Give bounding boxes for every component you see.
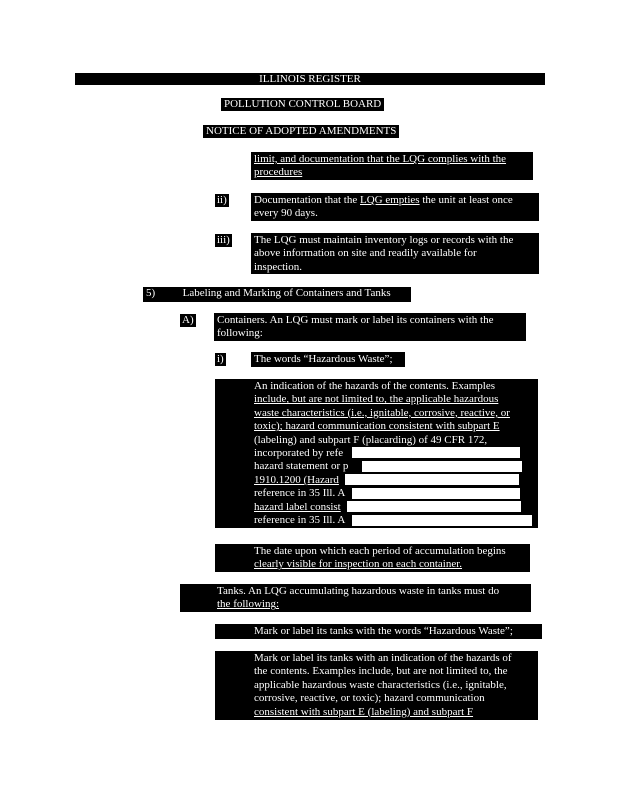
item-text-line: The words “Hazardous Waste”; [254, 353, 393, 365]
subsection-line: the following: [217, 598, 280, 611]
item-text-line: consistent with subpart E (labeling) and subpart F [254, 705, 474, 718]
item-text-part: the unit at least once [419, 194, 513, 206]
item-text [215, 544, 530, 572]
item-text-part: incorporated by refe [254, 447, 344, 460]
item-text-line: The LQG must maintain inventory logs or records with the [254, 234, 514, 246]
redaction-gap [352, 515, 532, 526]
item-text-line: clearly visible for inspection on each container. [254, 558, 463, 571]
item-text-line [254, 194, 536, 207]
item-text [215, 651, 538, 720]
redaction-gap [347, 501, 521, 512]
redaction-gap [352, 488, 520, 499]
item-text-line: The date upon which each period of accumulation begins [254, 545, 506, 557]
continued-line-1: limit, and documentation that the LQG complies with the [254, 153, 507, 165]
register-title: ILLINOIS REGISTER [259, 73, 361, 85]
register-header-bar [75, 73, 545, 85]
item-text-part: hazard statement or p [254, 460, 349, 473]
item-text-part: (labeling) and subpart F (placarding) of 49 CFR 172, [254, 433, 488, 446]
item-label: i) [217, 353, 224, 365]
board-title: POLLUTION CONTROL BOARD [221, 98, 384, 111]
subsection-line: Tanks. An LQG accumulating hazardous waste in tanks must do [217, 585, 500, 597]
item-text-line: inspection. [254, 260, 302, 273]
item-text-line: every 90 days. [254, 207, 318, 220]
item-text-line: Mark or label its tanks with the words “Hazardous Waste”; [254, 625, 513, 637]
section-heading [143, 287, 411, 302]
item-text [215, 624, 542, 639]
item-text [251, 233, 539, 274]
item-text-line: above information on site and readily available for [254, 247, 477, 260]
item-text-part: reference in 35 Ill. A [254, 487, 346, 500]
item-label: iii) [217, 234, 230, 246]
subsection-line: Containers. An LQG must mark or label its containers with the [217, 314, 494, 326]
item-label: ii) [217, 194, 227, 206]
redaction-gap [345, 474, 519, 485]
item-text-line: waste characteristics (i.e., ignitable, corrosive, reactive, or [254, 406, 510, 419]
subsection-label: A) [182, 314, 194, 326]
item-text-part: Documentation that the [254, 194, 360, 206]
item-text-underlined: LQG empties [360, 194, 420, 206]
notice-title: NOTICE OF ADOPTED AMENDMENTS [203, 125, 399, 138]
subsection-line: following: [217, 327, 263, 340]
item-text-part: hazard label consist [254, 500, 341, 513]
item-text-part: reference in 35 Ill. A [254, 514, 346, 527]
item-text-line: Mark or label its tanks with an indication of the hazards of [254, 652, 512, 664]
item-text-line: An indication of the hazards of the contents. Examples [254, 380, 496, 392]
item-text-line: include, but are not limited to, the applicable hazardous [254, 393, 499, 406]
item-text-line: corrosive, reactive, or toxic); hazard communication [254, 692, 485, 705]
continued-line-2: procedures [254, 166, 303, 179]
subsection-text [214, 313, 526, 341]
item-text-line: applicable hazardous waste characteristics (i.e., ignitable, [254, 678, 507, 691]
continued-paragraph [251, 152, 533, 180]
subsection-text [180, 584, 531, 612]
section-title: Labeling and Marking of Containers and Tanks [182, 287, 391, 299]
item-text-line [254, 434, 535, 447]
redaction-gap [362, 461, 522, 472]
item-text-part: 1910.1200 (Hazard [254, 473, 339, 486]
section-label: 5) [146, 287, 156, 299]
item-text-line: the contents. Examples include, but are not limited to, the [254, 665, 508, 678]
redaction-gap [352, 447, 520, 458]
item-text [251, 352, 405, 367]
item-text [251, 193, 539, 221]
item-text-line: toxic); hazard communication consistent with subpart E [254, 420, 500, 433]
